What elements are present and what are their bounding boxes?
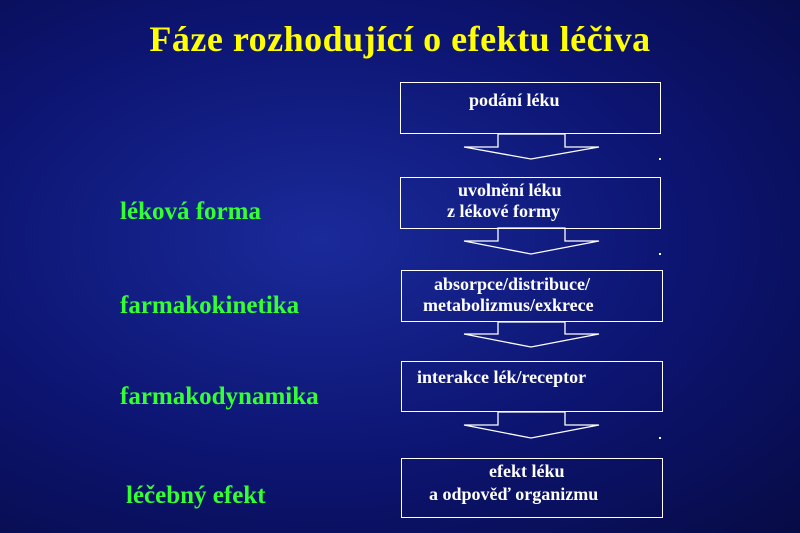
box-podani-leku	[400, 82, 661, 134]
box-text: absorpce/distribuce/	[434, 274, 590, 294]
box-text: metabolizmus/exkrece	[423, 295, 594, 315]
dot-marker	[659, 158, 661, 160]
arrow-down-1	[464, 134, 599, 159]
box-text: uvolnění léku	[458, 180, 562, 200]
box-interakce	[401, 361, 663, 412]
box-text: a odpověď organizmu	[429, 484, 599, 504]
arrow-down-2	[464, 228, 599, 254]
label-farmakokinetika: farmakokinetika	[120, 292, 300, 319]
arrow-down-4	[464, 412, 599, 438]
label-farmakodynamika: farmakodynamika	[120, 383, 319, 410]
dot-marker	[659, 437, 661, 439]
dot-marker	[659, 253, 661, 255]
box-uvolneni-leku	[400, 177, 661, 229]
label-lekova-forma: léková forma	[120, 198, 261, 225]
box-text: efekt léku	[489, 461, 565, 481]
box-text: interakce lék/receptor	[417, 367, 587, 387]
box-text: podání léku	[469, 90, 560, 110]
slide-title: Fáze rozhodující o efektu léčiva	[149, 19, 651, 59]
box-absorpce	[401, 270, 663, 322]
box-efekt-leku	[401, 458, 663, 518]
arrow-down-3	[464, 322, 599, 347]
label-lecebny-efekt: léčebný efekt	[126, 482, 266, 509]
box-text: z lékové formy	[447, 201, 560, 221]
